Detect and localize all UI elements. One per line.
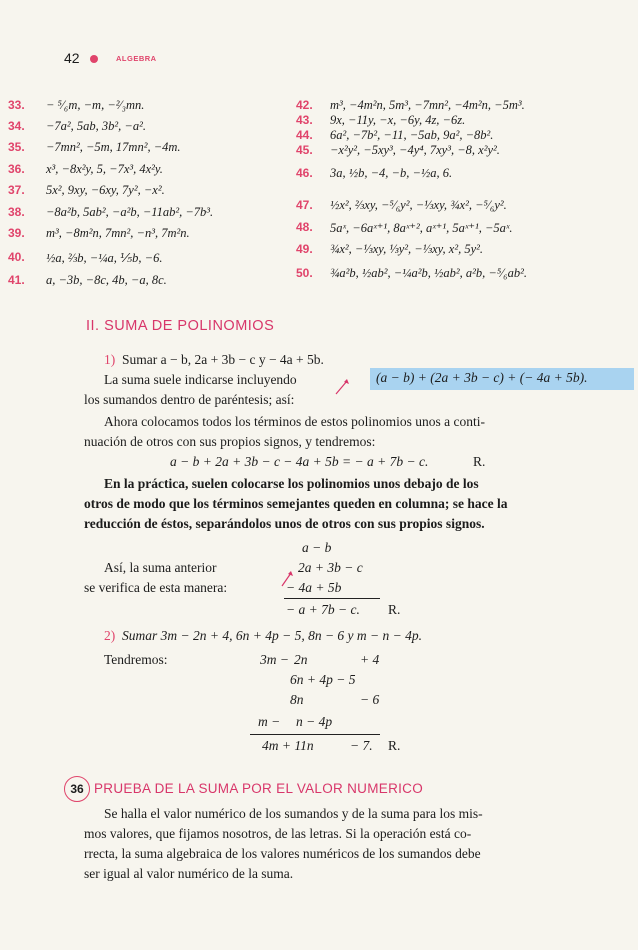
column-row: 8n (290, 692, 304, 707)
column-row: + 4 (360, 652, 380, 667)
right-exercise-number: 50. (296, 266, 313, 280)
section-number-badge (64, 776, 90, 802)
left-exercise-expression: x³, −8x²y, 5, −7x³, 4x²y. (46, 162, 163, 176)
left-exercise-expression: − ⁵⁄₆m, −m, −²⁄₃mn. (46, 98, 145, 112)
right-exercise-number: 42. (296, 98, 313, 112)
paragraph-text: ser igual al valor numérico de la suma. (84, 866, 294, 881)
example-1-statement: Sumar a − b, 2a + 3b − c y − 4a + 5b. (122, 352, 324, 367)
column-row: n − 4p (296, 714, 333, 729)
right-exercise-expression: ¾a²b, ½ab², −¼a²b, ½ab², a²b, −⁵⁄₆ab². (330, 266, 528, 280)
column-result: − 7. (350, 738, 373, 753)
left-exercise-expression: −7a², 5ab, 3b², −a². (46, 119, 146, 133)
column-row: − 6 (360, 692, 380, 707)
example-2-statement: Sumar 3m − 2n + 4, 6n + 4p − 5, 8n − 6 y m − n − 4p. (122, 628, 423, 643)
right-exercise-expression: ½x², ⅔xy, −⁵⁄₆y², −⅓xy, ¾x², −⁵⁄₆y². (330, 198, 507, 212)
paragraph-text: Ahora colocamos todos los términos de estos polinomios unos a conti- (104, 414, 485, 429)
column-row: − 4a + 5b (286, 580, 342, 595)
left-exercise-expression: −7mn², −5m, 17mn², −4m. (46, 140, 181, 154)
left-exercise-number: 33. (8, 98, 25, 112)
left-exercise-expression: 5x², 9xy, −6xy, 7y², −x². (46, 183, 165, 197)
paragraph-text: Se halla el valor numérico de los sumandos y de la suma para los mis- (104, 806, 483, 821)
example-1-label: 1) (104, 352, 116, 367)
left-exercise-number: 41. (8, 273, 25, 287)
right-exercise-expression: −x²y², −5xy³, −4y⁴, 7xy³, −8, x²y². (330, 143, 500, 157)
result-marker: R. (388, 602, 401, 617)
bold-paragraph: En la práctica, suelen colocarse los polinomios unos debajo de los (104, 476, 479, 491)
column-result: − a + 7b − c. (286, 602, 360, 617)
bold-paragraph: reducción de éstos, separándolos unos de otros con sus propios signos. (84, 516, 485, 531)
right-exercise-number: 48. (296, 220, 313, 234)
right-exercise-number: 43. (296, 113, 313, 127)
right-exercise-expression: ¾x², −⅓xy, ⅓y², −⅓xy, x², 5y². (330, 242, 483, 256)
right-exercise-number: 47. (296, 198, 313, 212)
column-row: a − b (302, 540, 332, 555)
left-exercise-expression: a, −3b, −8c, 4b, −a, 8c. (46, 273, 167, 287)
section-heading: II. SUMA DE POLINOMIOS (86, 318, 275, 334)
right-exercise-number: 46. (296, 166, 313, 180)
left-exercise-number: 38. (8, 205, 25, 219)
left-exercise-number: 39. (8, 226, 25, 240)
left-exercise-number: 40. (8, 250, 25, 264)
bullet-dot-icon (90, 55, 98, 63)
left-exercise-expression: −8a²b, 5ab², −a²b, −11ab², −7b³. (46, 205, 214, 219)
result-marker: R. (388, 738, 401, 753)
right-exercise-number: 44. (296, 128, 313, 142)
column-row: m − (258, 714, 281, 729)
paragraph-text: nuación de otros con sus propios signos, y tendremos: (84, 434, 376, 449)
left-exercise-number: 36. (8, 162, 25, 176)
column-row: 3m − (260, 652, 289, 667)
right-exercise-expression: m³, −4m²n, 5m³, −7mn², −4m²n, −5m³. (330, 98, 525, 112)
paragraph-text: La suma suele indicarse incluyendo (104, 372, 297, 387)
paragraph-text: Tendremos: (104, 652, 168, 667)
paragraph-text: mos valores, que fijamos nosotros, de las letras. Si la operación está co- (84, 826, 472, 841)
example-2-label: 2) (104, 628, 116, 643)
paragraph-text: se verifica de esta manera: (84, 580, 228, 595)
sum-rule (250, 734, 380, 735)
left-exercise-number: 37. (8, 183, 25, 197)
right-exercise-expression: 5aˣ, −6aˣ⁺¹, 8aˣ⁺², aˣ⁺¹, 5aˣ⁺¹, −5aˣ. (330, 221, 513, 235)
column-row: 6n + 4p − 5 (290, 672, 356, 687)
right-exercise-number: 45. (296, 143, 313, 157)
column-result: 4m + 11n (262, 738, 314, 753)
right-exercise-expression: 9x, −11y, −x, −6y, 4z, −6z. (330, 113, 466, 127)
right-exercise-expression: 6a², −7b², −11, −5ab, 9a², −8b². (330, 128, 494, 142)
arrow-icon (334, 378, 350, 396)
column-row: 2a + 3b − c (298, 560, 363, 575)
badge-number: 36 (70, 782, 84, 796)
bold-paragraph: otros de modo que los términos semejantes queden en columna; se hace la (84, 496, 508, 511)
header-title: ALGEBRA (116, 54, 157, 63)
page-number: 42 (64, 50, 80, 66)
sum-rule (284, 598, 380, 599)
column-row: 2n (294, 652, 308, 667)
left-exercise-number: 34. (8, 119, 25, 133)
right-exercise-number: 49. (296, 242, 313, 256)
right-exercise-expression: 3a, ½b, −4, −b, −½a, 6. (330, 166, 453, 180)
highlighted-expression: (a − b) + (2a + 3b − c) + (− 4a + 5b). (370, 368, 634, 390)
paragraph-text: los sumandos dentro de paréntesis; así: (84, 392, 295, 407)
left-exercise-expression: ½a, ⅔b, −¼a, ⅕b, −6. (46, 251, 163, 265)
left-exercise-expression: m³, −8m²n, 7mn², −n³, 7m²n. (46, 226, 190, 240)
section-heading: PRUEBA DE LA SUMA POR EL VALOR NUMERICO (94, 781, 424, 796)
result-marker: R. (473, 454, 486, 469)
paragraph-text: rrecta, la suma algebraica de los valores numéricos de los sumandos debe (84, 846, 481, 861)
result-equation: a − b + 2a + 3b − c − 4a + 5b = − a + 7b − c. (170, 454, 429, 469)
left-exercise-number: 35. (8, 140, 25, 154)
paragraph-text: Así, la suma anterior (104, 560, 217, 575)
